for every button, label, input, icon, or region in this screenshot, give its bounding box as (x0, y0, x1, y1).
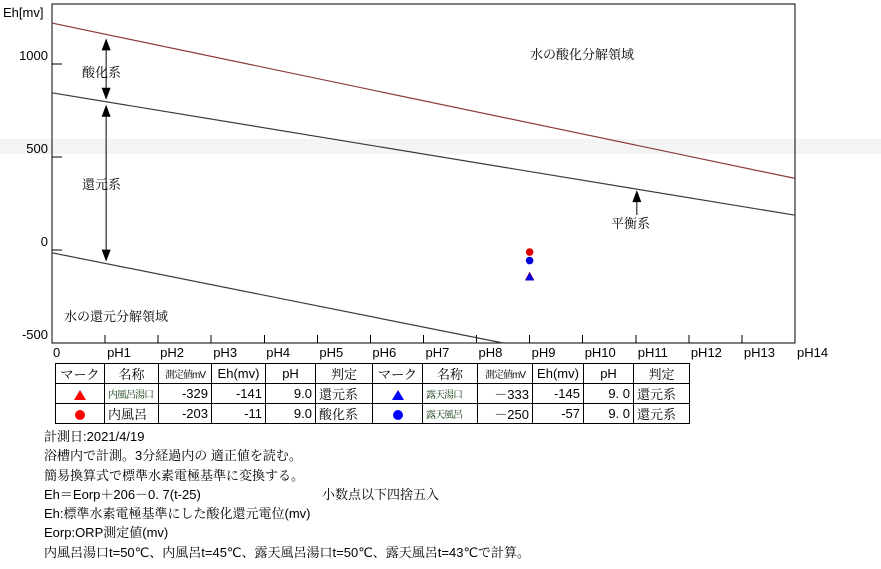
water-reduction-boundary-line (52, 253, 503, 343)
plot-frame (52, 4, 795, 343)
cell-name: 露天風呂 (423, 404, 478, 424)
x-tick-label: pH7 (425, 345, 450, 360)
reduction-system-label: 還元系 (82, 177, 122, 192)
arrowhead (102, 105, 111, 117)
col-header: 測定値mV (478, 364, 533, 384)
table-row (56, 404, 690, 424)
col-header: 名称 (423, 364, 478, 384)
cell-name: 露天湯口 (423, 384, 478, 404)
col-header: 判定 (316, 364, 373, 384)
x-tick-label: pH12 (690, 345, 722, 360)
table-head (56, 364, 690, 384)
x-tick-label: pH11 (637, 345, 668, 360)
arrowhead (102, 250, 111, 262)
note-line: Eorp:ORP測定値(mv) (44, 525, 169, 541)
circle-mark-icon (75, 410, 85, 420)
col-header: pH (266, 364, 316, 384)
note-line: Eh:標準水素電極基準にした酸化還元電位(mv) (44, 506, 311, 522)
equilibrium-system-label: 平衡系 (611, 216, 651, 231)
x-tick-label: pH1 (107, 345, 131, 360)
measurement-table (55, 363, 690, 424)
cell-num: －333 (478, 384, 533, 404)
y-tick-label: -500 (21, 327, 48, 342)
cell-name: 内風呂湯口 (105, 384, 159, 404)
x-tick-label: pH2 (160, 345, 184, 360)
cell-judge: 還元系 (634, 404, 690, 424)
col-header: 判定 (634, 364, 690, 384)
arrowhead (102, 38, 111, 50)
col-header: Eh(mv) (533, 364, 584, 384)
cell-judge: 還元系 (316, 384, 373, 404)
cell-num: -203 (159, 404, 212, 424)
cell-num: －250 (478, 404, 533, 424)
col-header: 測定値mV (159, 364, 212, 384)
triangle-mark-icon (392, 390, 404, 400)
note-line: 浴槽内で計測。3分経過内の 適正値を読む。 (44, 448, 302, 464)
x-tick-label: pH14 (796, 345, 829, 360)
triangle-mark-icon (74, 390, 86, 400)
oxidation-system-label: 酸化系 (82, 65, 122, 80)
cell-num: 9.0 (266, 404, 316, 424)
cell-num: 9.0 (266, 384, 316, 404)
cell-name: 内風呂 (105, 404, 159, 424)
rounding-note: 小数点以下四捨五入 (322, 486, 440, 502)
cell-num: -11 (212, 404, 266, 424)
cell-judge: 酸化系 (316, 404, 373, 424)
col-header: マーク (56, 364, 105, 384)
cell-mark (373, 384, 423, 404)
cell-mark (373, 404, 423, 424)
header-row (56, 364, 690, 384)
x-tick-label: pH3 (213, 345, 238, 360)
cell-mark (56, 384, 105, 404)
cell-num: 9. 0 (584, 384, 634, 404)
table-body (56, 384, 690, 424)
note-line: Eh＝Eorp＋206－0. 7(t-25) 小数点以下四捨五入 (44, 485, 530, 504)
cell-judge: 還元系 (634, 384, 690, 404)
cell-num: -329 (159, 384, 212, 404)
cell-num: -145 (533, 384, 584, 404)
x-tick-label: pH10 (584, 345, 616, 360)
x-tick-label: 0 (53, 345, 61, 360)
col-header: Eh(mv) (212, 364, 266, 384)
cell-num: 9. 0 (584, 404, 634, 424)
x-tick-label: pH13 (743, 345, 775, 360)
arrowhead (632, 190, 641, 202)
circle-mark-icon (393, 410, 403, 420)
cell-num: -141 (212, 384, 266, 404)
col-header: マーク (373, 364, 423, 384)
col-header: pH (584, 364, 634, 384)
water-oxidation-boundary-line (52, 23, 795, 178)
data-point-circle (526, 257, 534, 265)
cell-mark (56, 404, 105, 424)
y-tick-label: 1000 (19, 48, 48, 63)
x-tick-label: pH8 (478, 345, 503, 360)
equilibrium-line-line (52, 93, 795, 215)
y-tick-label: 0 (40, 234, 48, 249)
arrowhead (102, 88, 111, 100)
cell-num: -57 (533, 404, 584, 424)
x-tick-label: pH6 (372, 345, 397, 360)
x-tick-label: pH4 (266, 345, 291, 360)
col-header: 名称 (105, 364, 159, 384)
data-point-triangle (525, 272, 534, 280)
y-tick-label: 500 (26, 141, 48, 156)
table-row (56, 384, 690, 404)
reduction-region-label: 水の還元分解領域 (64, 309, 169, 324)
notes (44, 427, 530, 562)
note-line: 計測日:2021/4/19 (44, 429, 145, 444)
x-tick-label: pH5 (319, 345, 344, 360)
note-line: 内風呂湯口t=50℃、内風呂t=45℃、露天風呂湯口t=50℃、露天風呂t=43℃で計算。 (44, 544, 531, 560)
data-point-circle (526, 248, 534, 256)
x-tick-label: pH9 (531, 345, 556, 360)
oxidation-region-label: 水の酸化分解領域 (530, 47, 635, 62)
y-axis-label: Eh[mv] (3, 5, 44, 20)
note-line: 簡易換算式で標準水素電極基準に変換する。 (44, 467, 305, 483)
